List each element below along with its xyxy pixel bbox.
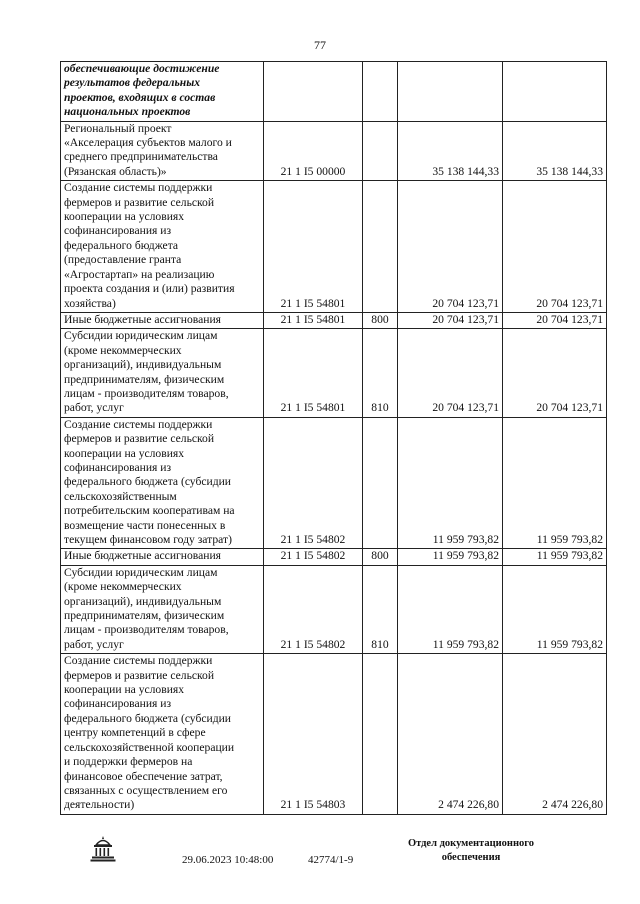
row-expense-type: 800: [363, 549, 398, 565]
row-name: Создание системы поддержки фермеров и развитие сельской кооперации на условиях софинансирования из федерального бюджета (субсидии сельскохозяйственным потребительским кооперативам на возмещение части понесенных в текущем финансовом году затрат): [61, 417, 264, 549]
row-code: 21 1 I5 54801: [264, 181, 363, 313]
table-row: [61, 62, 607, 122]
row-code: 21 1 I5 54803: [264, 654, 363, 814]
row-name: Создание системы поддержки фермеров и развитие сельской кооперации на условиях софинансирования из федерального бюджета (субсидии центру компетенций в сфере сельскохозяйственной кооперации и поддержки фермеров на финансовое обеспечение затрат, связанных с осуществлением его деятельности): [61, 654, 264, 814]
budget-table: [60, 61, 607, 815]
table-row: [61, 654, 607, 814]
table-row: [61, 312, 607, 328]
row-sum-1: 11 959 793,82: [398, 565, 503, 653]
footer-datetime: 29.06.2023 10:48:00: [182, 854, 274, 866]
row-sum-2: 20 704 123,71: [503, 329, 607, 417]
row-sum-2: 11 959 793,82: [503, 565, 607, 653]
row-sum-2: [503, 62, 607, 122]
table-row: [61, 549, 607, 565]
row-expense-type: [363, 654, 398, 814]
row-sum-2: 2 474 226,80: [503, 654, 607, 814]
page-number: 77: [314, 38, 326, 52]
row-code: 21 1 I5 54802: [264, 565, 363, 653]
table-row: [61, 329, 607, 417]
row-name: обеспечивающие достижение результатов федеральных проектов, входящих в состав национальных проектов: [61, 62, 264, 122]
row-sum-2: 11 959 793,82: [503, 417, 607, 549]
table-row: [61, 417, 607, 549]
footer-department: Отдел документационного обеспечения: [407, 838, 535, 863]
row-expense-type: 810: [363, 329, 398, 417]
row-code: 21 1 I5 54801: [264, 329, 363, 417]
row-code: 21 1 I5 00000: [264, 121, 363, 181]
row-sum-2: 20 704 123,71: [503, 181, 607, 313]
row-name: Иные бюджетные ассигнования: [61, 549, 264, 565]
table-row: [61, 181, 607, 313]
row-expense-type: [363, 417, 398, 549]
row-sum-1: 20 704 123,71: [398, 329, 503, 417]
row-name: Создание системы поддержки фермеров и развитие сельской кооперации на условиях софинансирования из федерального бюджета (предоставление гранта «Агростартап» на реализацию проекта создания и (или) развития хозяйства): [61, 181, 264, 313]
row-expense-type: [363, 181, 398, 313]
row-sum-1: 20 704 123,71: [398, 181, 503, 313]
row-sum-1: 35 138 144,33: [398, 121, 503, 181]
table-row: [61, 565, 607, 653]
row-expense-type: [363, 62, 398, 122]
row-sum-1: 11 959 793,82: [398, 549, 503, 565]
row-name: Региональный проект «Акселерация субъектов малого и среднего предпринимательства (Рязанская область)»: [61, 121, 264, 181]
row-sum-2: 35 138 144,33: [503, 121, 607, 181]
row-code: 21 1 I5 54801: [264, 312, 363, 328]
row-sum-1: 20 704 123,71: [398, 312, 503, 328]
row-code: 21 1 I5 54802: [264, 417, 363, 549]
row-name: Субсидии юридическим лицам (кроме некоммерческих организаций), индивидуальным предпринимателям, физическим лицам - производителям товаров, работ, услуг: [61, 329, 264, 417]
row-code: 21 1 I5 54802: [264, 549, 363, 565]
row-name: Субсидии юридическим лицам (кроме некоммерческих организаций), индивидуальным предпринимателям, физическим лицам - производителям товаров, работ, услуг: [61, 565, 264, 653]
row-sum-2: 11 959 793,82: [503, 549, 607, 565]
row-sum-1: [398, 62, 503, 122]
row-expense-type: 810: [363, 565, 398, 653]
row-code: [264, 62, 363, 122]
row-expense-type: [363, 121, 398, 181]
row-sum-2: 20 704 123,71: [503, 312, 607, 328]
footer-doc-id: 42774/1-9: [308, 854, 354, 866]
row-name: Иные бюджетные ассигнования: [61, 312, 264, 328]
duma-building-emblem-icon: [88, 833, 118, 863]
row-expense-type: 800: [363, 312, 398, 328]
row-sum-1: 11 959 793,82: [398, 417, 503, 549]
table-row: [61, 121, 607, 181]
row-sum-1: 2 474 226,80: [398, 654, 503, 814]
